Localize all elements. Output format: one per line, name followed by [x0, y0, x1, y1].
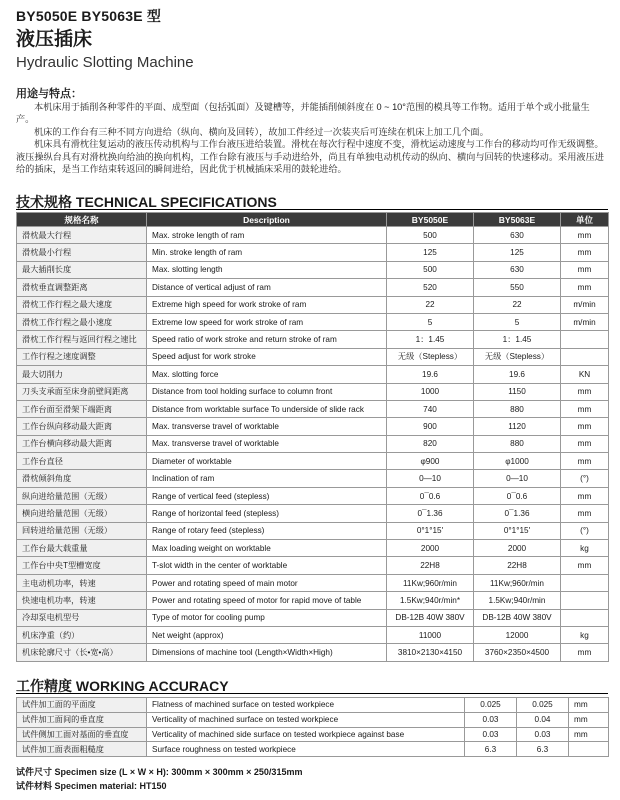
spec-row-cell: Max. transverse travel of worktable: [147, 435, 387, 452]
spec-row-cell: Distance from tool holding surface to column front: [147, 383, 387, 400]
spec-row-cell: Max loading weight on worktable: [147, 540, 387, 557]
specimen-size: 试件尺寸 Specimen size (L × W × H): 300mm × 300mm × 250/315mm: [16, 767, 303, 777]
spec-row-cell: Min. stroke length of ram: [147, 244, 387, 261]
spec-row-cell: (°): [561, 522, 609, 539]
spec-row-cell: 1.5Kw;940r/min*: [387, 592, 474, 609]
spec-row-cell: kg: [561, 540, 609, 557]
spec-row-cell: 520: [387, 279, 474, 296]
spec-row-cell: 滑枕倾斜角度: [17, 470, 147, 487]
spec-row: [17, 644, 609, 661]
spec-row: [17, 522, 609, 539]
spec-row-cell: 11000: [387, 626, 474, 643]
spec-row-cell: 0°1°15': [387, 522, 474, 539]
spec-row: [17, 505, 609, 522]
spec-row-cell: 0¯1.36: [387, 505, 474, 522]
spec-row: [17, 453, 609, 470]
accuracy-row-cell: 0.04: [517, 712, 569, 727]
spec-row-cell: 550: [474, 279, 561, 296]
uses-paragraph: 机床的工作台有三种不同方向进给（纵向、横向及回转），故加工件经过一次装夹后可连续在机床上加工几个面。: [34, 126, 489, 137]
spec-row: [17, 261, 609, 278]
spec-row-cell: mm: [561, 435, 609, 452]
spec-row-cell: 工作台最大载重量: [17, 540, 147, 557]
spec-row-cell: mm: [561, 487, 609, 504]
spec-row-cell: mm: [561, 244, 609, 261]
spec-row-cell: 500: [387, 261, 474, 278]
accuracy-row-cell: 试件加工面间的垂直度: [17, 712, 147, 727]
spec-row-cell: Max. slotting length: [147, 261, 387, 278]
spec-row-cell: 125: [387, 244, 474, 261]
spec-row-cell: kg: [561, 626, 609, 643]
spec-row: [17, 626, 609, 643]
spec-row-cell: Extreme high speed for work stroke of ram: [147, 296, 387, 313]
spec-row-cell: Max. slotting force: [147, 366, 387, 383]
spec-row-cell: 630: [474, 227, 561, 244]
spec-row-cell: 900: [387, 418, 474, 435]
spec-row-cell: 最大插削长度: [17, 261, 147, 278]
accuracy-row-cell: 试件侧加工面对基面的垂直度: [17, 727, 147, 742]
spec-row: [17, 540, 609, 557]
spec-row-cell: 滑枕工作行程之最小速度: [17, 313, 147, 330]
accuracy-row: [17, 698, 609, 713]
accuracy-table: [16, 697, 609, 757]
spec-row-cell: 横向进给量范围（无级）: [17, 505, 147, 522]
spec-row-cell: 机床轮廓尺寸（长•宽•高）: [17, 644, 147, 661]
spec-row-cell: (°): [561, 470, 609, 487]
spec-row-cell: [561, 609, 609, 626]
spec-row-cell: 19.6: [387, 366, 474, 383]
spec-row-cell: 820: [387, 435, 474, 452]
accuracy-row-cell: 试件加工面表面粗糙度: [17, 742, 147, 757]
spec-row: [17, 592, 609, 609]
spec-row-cell: 回转进给量范围（无级）: [17, 522, 147, 539]
spec-row-cell: 740: [387, 400, 474, 417]
uses-section: [16, 88, 608, 175]
accuracy-row-cell: 0.03: [465, 727, 517, 742]
spec-row: [17, 557, 609, 574]
spec-row-cell: 1150: [474, 383, 561, 400]
spec-row-cell: T-slot width in the center of worktable: [147, 557, 387, 574]
spec-row-cell: 滑枕垂直调整距离: [17, 279, 147, 296]
accuracy-row-cell: Verticality of machined surface on tested workpiece: [147, 712, 465, 727]
spec-header-cell: 单位: [561, 213, 609, 227]
spec-row-cell: Net weight (approx): [147, 626, 387, 643]
spec-row-cell: 冷却泵电机型号: [17, 609, 147, 626]
accuracy-row-cell: Surface roughness on tested workpiece: [147, 742, 465, 757]
spec-row-cell: 125: [474, 244, 561, 261]
spec-row-cell: [561, 348, 609, 365]
spec-row-cell: 22: [474, 296, 561, 313]
spec-row-cell: mm: [561, 261, 609, 278]
accuracy-row-cell: 试件加工面的平面度: [17, 698, 147, 713]
spec-header-cell: Description: [147, 213, 387, 227]
spec-row-cell: Range of vertical feed (stepless): [147, 487, 387, 504]
accuracy-row-cell: 0.03: [517, 727, 569, 742]
spec-divider: [16, 209, 608, 210]
spec-row-cell: [561, 574, 609, 591]
spec-row: [17, 331, 609, 348]
spec-row-cell: 滑枕最小行程: [17, 244, 147, 261]
spec-row-cell: Range of horizontal feed (stepless): [147, 505, 387, 522]
spec-row-cell: 500: [387, 227, 474, 244]
accuracy-row-cell: 6.3: [517, 742, 569, 757]
spec-section-title: 技术规格 TECHNICAL SPECIFICATIONS: [16, 194, 277, 210]
spec-row-cell: Type of motor for cooling pump: [147, 609, 387, 626]
spec-row-cell: 工作行程之速度调整: [17, 348, 147, 365]
spec-row: [17, 435, 609, 452]
spec-row-cell: 0¯1.36: [474, 505, 561, 522]
spec-row: [17, 470, 609, 487]
spec-row-cell: 最大切削力: [17, 366, 147, 383]
spec-row-cell: Distance from worktable surface To underside of slide rack: [147, 400, 387, 417]
spec-row-cell: 1120: [474, 418, 561, 435]
spec-row-cell: 0—10: [387, 470, 474, 487]
spec-row-cell: φ1000: [474, 453, 561, 470]
spec-row-cell: 2000: [474, 540, 561, 557]
spec-row-cell: 主电动机功率，转速: [17, 574, 147, 591]
spec-row-cell: 5: [474, 313, 561, 330]
spec-header-cell: BY5063E: [474, 213, 561, 227]
spec-row-cell: 1：1.45: [474, 331, 561, 348]
accuracy-row-cell: mm: [569, 698, 609, 713]
spec-row-cell: 630: [474, 261, 561, 278]
accuracy-row-cell: Flatness of machined surface on tested workpiece: [147, 698, 465, 713]
accuracy-row-cell: 0.025: [517, 698, 569, 713]
spec-row-cell: 11Kw;960r/min: [387, 574, 474, 591]
spec-row-cell: mm: [561, 227, 609, 244]
spec-row-cell: 0°1°15': [474, 522, 561, 539]
spec-row-cell: 19.6: [474, 366, 561, 383]
spec-row-cell: mm: [561, 644, 609, 661]
spec-row-cell: [561, 592, 609, 609]
spec-row-cell: 3810×2130×4150: [387, 644, 474, 661]
spec-row-cell: Max. transverse travel of worktable: [147, 418, 387, 435]
specimen-material: 试件材料 Specimen material: HT150: [16, 781, 167, 791]
spec-row: [17, 244, 609, 261]
spec-row: [17, 574, 609, 591]
spec-row-cell: mm: [561, 453, 609, 470]
spec-row-cell: Extreme low speed for work stroke of ram: [147, 313, 387, 330]
model-heading: BY5050E BY5063E 型: [16, 8, 162, 24]
spec-row-cell: 1.5Kw;940r/min: [474, 592, 561, 609]
spec-row-cell: mm: [561, 557, 609, 574]
spec-row-cell: Range of rotary feed (stepless): [147, 522, 387, 539]
spec-row-cell: 工作台直径: [17, 453, 147, 470]
spec-row: [17, 313, 609, 330]
spec-row-cell: φ900: [387, 453, 474, 470]
spec-row-cell: 12000: [474, 626, 561, 643]
spec-row-cell: Power and rotating speed of motor for rapid move of table: [147, 592, 387, 609]
uses-paragraph: 本机床用于插削各种零件的平面、成型面（包括弧面）及键槽等，并能插削倾斜度在 0 ~ 10°范围的模具等工作物。适用于单个或小批量生产。: [16, 102, 590, 125]
spec-row-cell: Max. stroke length of ram: [147, 227, 387, 244]
spec-row-cell: 880: [474, 435, 561, 452]
spec-row-cell: 22: [387, 296, 474, 313]
spec-row: [17, 383, 609, 400]
accuracy-row-cell: 0.03: [465, 712, 517, 727]
spec-row-cell: 刀头支承面至床身前壁间距离: [17, 383, 147, 400]
spec-row-cell: mm: [561, 279, 609, 296]
spec-row-cell: Power and rotating speed of main motor: [147, 574, 387, 591]
spec-row-cell: 1：1.45: [387, 331, 474, 348]
spec-row-cell: 3760×2350×4500: [474, 644, 561, 661]
spec-row-cell: 880: [474, 400, 561, 417]
spec-row-cell: [561, 331, 609, 348]
accuracy-row-cell: mm: [569, 712, 609, 727]
accuracy-row: [17, 742, 609, 757]
spec-row-cell: 11Kw;960r/min: [474, 574, 561, 591]
spec-row-cell: 0¯0.6: [474, 487, 561, 504]
spec-row-cell: Speed adjust for work stroke: [147, 348, 387, 365]
spec-row-cell: 工作台中央T型槽宽度: [17, 557, 147, 574]
accuracy-row-cell: 6.3: [465, 742, 517, 757]
spec-row-cell: 5: [387, 313, 474, 330]
spec-row: [17, 609, 609, 626]
spec-header-cell: BY5050E: [387, 213, 474, 227]
spec-row-cell: 1000: [387, 383, 474, 400]
spec-row-cell: KN: [561, 366, 609, 383]
spec-row-cell: 0¯0.6: [387, 487, 474, 504]
spec-row-cell: m/min: [561, 296, 609, 313]
spec-row-cell: 0—10: [474, 470, 561, 487]
spec-row-cell: 滑枕最大行程: [17, 227, 147, 244]
spec-row-cell: 22H8: [474, 557, 561, 574]
spec-row: [17, 296, 609, 313]
spec-row: [17, 348, 609, 365]
spec-table: [16, 212, 609, 662]
accuracy-divider: [16, 693, 608, 694]
accuracy-row-cell: Verticality of machined side surface on tested workpiece against base: [147, 727, 465, 742]
spec-row-cell: 工作台面至滑架下端距离: [17, 400, 147, 417]
spec-row-cell: Inclination of ram: [147, 470, 387, 487]
accuracy-section-title: 工作精度 WORKING ACCURACY: [16, 678, 229, 694]
spec-row-cell: Dimensions of machine tool (Length×Width×High): [147, 644, 387, 661]
spec-row-cell: 2000: [387, 540, 474, 557]
spec-row: [17, 400, 609, 417]
spec-row-cell: 滑枕工作行程之最大速度: [17, 296, 147, 313]
spec-row-cell: 无级（Stepless）: [387, 348, 474, 365]
spec-row-cell: 机床净重（约）: [17, 626, 147, 643]
accuracy-row: [17, 712, 609, 727]
spec-row: [17, 487, 609, 504]
spec-row-cell: 22H8: [387, 557, 474, 574]
spec-row-cell: Distance of vertical adjust of ram: [147, 279, 387, 296]
spec-row-cell: DB-12B 40W 380V: [387, 609, 474, 626]
uses-paragraph: 机床具有滑枕往复运动的液压传动机构与工作台液压进给装置。滑枕在每次行程中速度不变，滑枕运动速度与工作台的移动均可作无级调整。液压操纵台具有对滑枕换向给油的换向机构，工作台除有液压与手动进给外，尚且有单独电动机传动的纵向、横向与回转的快速移动。采用液压进给的插床，是当工作结束转返回的瞬间进给，因此优于机械插床采用的鼓轮进给。: [16, 139, 604, 175]
accuracy-row-cell: [569, 742, 609, 757]
spec-row-cell: Diameter of worktable: [147, 453, 387, 470]
spec-row: [17, 366, 609, 383]
spec-row-cell: m/min: [561, 313, 609, 330]
spec-row-cell: mm: [561, 383, 609, 400]
accuracy-row-cell: mm: [569, 727, 609, 742]
spec-header-row: [17, 213, 609, 227]
spec-row-cell: 无级（Stepless）: [474, 348, 561, 365]
uses-heading: 用途与特点：: [16, 88, 82, 100]
accuracy-row-cell: 0.025: [465, 698, 517, 713]
spec-row-cell: 快速电机功率，转速: [17, 592, 147, 609]
spec-row-cell: 滑枕工作行程与返回行程之速比: [17, 331, 147, 348]
page-title: 液压插床: [16, 29, 93, 50]
spec-row-cell: mm: [561, 505, 609, 522]
spec-row: [17, 279, 609, 296]
spec-row: [17, 418, 609, 435]
spec-row-cell: mm: [561, 400, 609, 417]
spec-header-cell: 规格名称: [17, 213, 147, 227]
spec-row-cell: DB-12B 40W 380V: [474, 609, 561, 626]
spec-row-cell: 工作台纵向移动最大距离: [17, 418, 147, 435]
spec-row: [17, 227, 609, 244]
spec-row-cell: 纵向进给量范围（无级）: [17, 487, 147, 504]
page-subtitle: Hydraulic Slotting Machine: [16, 54, 194, 71]
spec-row-cell: 工作台横向移动最大距离: [17, 435, 147, 452]
spec-row-cell: mm: [561, 418, 609, 435]
spec-row-cell: Speed ratio of work stroke and return stroke of ram: [147, 331, 387, 348]
accuracy-row: [17, 727, 609, 742]
